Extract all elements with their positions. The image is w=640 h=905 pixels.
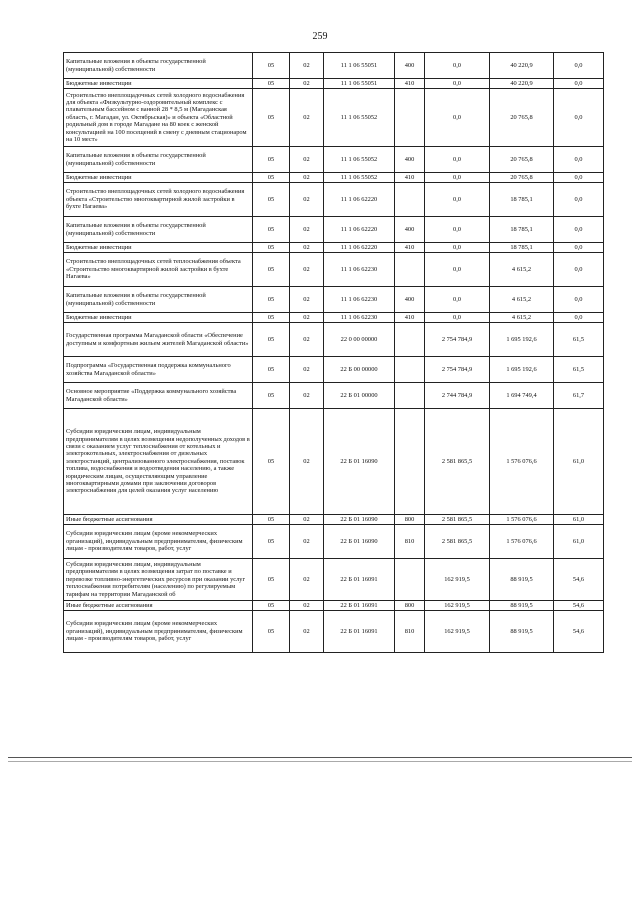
cell-name: Бюджетные инвестиции xyxy=(64,313,253,323)
cell-plan-amount: 0,0 xyxy=(425,217,490,243)
cell-expense-type: 800 xyxy=(395,515,425,525)
cell-subsection: 02 xyxy=(290,217,324,243)
cell-subsection: 02 xyxy=(290,559,324,601)
cell-subsection: 02 xyxy=(290,611,324,653)
cell-plan-amount: 2 754 784,9 xyxy=(425,357,490,383)
cell-name: Строительство внеплощадочных сетей холодного водоснабжения объекта «Строительство многоквартирной жилой застройки в бухте Нагаева» xyxy=(64,183,253,217)
cell-section: 05 xyxy=(253,313,290,323)
cell-target-article: 22 Б 01 16091 xyxy=(324,601,395,611)
cell-percent: 61,7 xyxy=(554,383,604,409)
cell-target-article: 11 1 06 55052 xyxy=(324,173,395,183)
table-row xyxy=(64,313,604,323)
cell-target-article: 22 Б 01 16091 xyxy=(324,559,395,601)
cell-plan-amount: 0,0 xyxy=(425,79,490,89)
cell-percent: 0,0 xyxy=(554,217,604,243)
cell-target-article: 22 0 00 00000 xyxy=(324,323,395,357)
cell-actual-amount: 1 695 192,6 xyxy=(490,357,554,383)
table-row xyxy=(64,217,604,243)
cell-subsection: 02 xyxy=(290,323,324,357)
cell-section: 05 xyxy=(253,525,290,559)
cell-plan-amount: 0,0 xyxy=(425,147,490,173)
cell-section: 05 xyxy=(253,147,290,173)
page-number: 259 xyxy=(312,31,328,42)
cell-percent: 54,6 xyxy=(554,601,604,611)
cell-subsection: 02 xyxy=(290,173,324,183)
cell-expense-type xyxy=(395,357,425,383)
cell-percent: 0,0 xyxy=(554,147,604,173)
budget-table xyxy=(63,52,604,653)
cell-expense-type: 400 xyxy=(395,217,425,243)
table-row xyxy=(64,559,604,601)
cell-expense-type: 810 xyxy=(395,611,425,653)
cell-actual-amount: 88 919,5 xyxy=(490,559,554,601)
cell-section: 05 xyxy=(253,287,290,313)
cell-percent: 0,0 xyxy=(554,243,604,253)
cell-percent: 0,0 xyxy=(554,53,604,79)
cell-plan-amount: 2 581 865,5 xyxy=(425,515,490,525)
cell-target-article: 11 1 06 55051 xyxy=(324,53,395,79)
cell-actual-amount: 18 785,1 xyxy=(490,217,554,243)
cell-subsection: 02 xyxy=(290,287,324,313)
cell-section: 05 xyxy=(253,173,290,183)
cell-target-article: 11 1 06 55052 xyxy=(324,89,395,147)
cell-name: Субсидии юридическим лицам (кроме некоммерческих организаций), индивидуальным предпринимателям, физическим лицам - производителям товаров, работ, услуг xyxy=(64,611,253,653)
table-row xyxy=(64,89,604,147)
cell-target-article: 11 1 06 55052 xyxy=(324,147,395,173)
cell-name: Государственная программа Магаданской области «Обеспечение доступным и комфортным жильем жителей Магаданской области» xyxy=(64,323,253,357)
cell-expense-type: 400 xyxy=(395,287,425,313)
cell-target-article: 11 1 06 62230 xyxy=(324,253,395,287)
cell-section: 05 xyxy=(253,253,290,287)
table-row xyxy=(64,147,604,173)
cell-subsection: 02 xyxy=(290,409,324,515)
cell-section: 05 xyxy=(253,89,290,147)
cell-expense-type xyxy=(395,253,425,287)
cell-percent: 54,6 xyxy=(554,559,604,601)
cell-name: Строительство внеплощадочных сетей холодного водоснабжения для объекта «Физкультурно-оздоровительный комплекс с плавательным бассейном с ванной 28 * 8,5 м (Магаданская область, г. Магадан, ул. Октябрьская)» и объекта «Областной родильный дом в городе Магадане на 80 коек с женской консультацией на 100 посещений в смену с дневным стационаром на 10 мест» xyxy=(64,89,253,147)
cell-plan-amount: 162 919,5 xyxy=(425,601,490,611)
cell-actual-amount: 1 695 192,6 xyxy=(490,323,554,357)
cell-target-article: 22 Б 00 00000 xyxy=(324,357,395,383)
cell-section: 05 xyxy=(253,409,290,515)
table-row xyxy=(64,323,604,357)
cell-expense-type: 410 xyxy=(395,79,425,89)
table-row xyxy=(64,409,604,515)
cell-name: Иные бюджетные ассигнования xyxy=(64,515,253,525)
cell-plan-amount: 0,0 xyxy=(425,243,490,253)
cell-plan-amount: 162 919,5 xyxy=(425,611,490,653)
cell-percent: 61,0 xyxy=(554,525,604,559)
cell-section: 05 xyxy=(253,559,290,601)
cell-name: Субсидии юридическим лицам, индивидуальным предпринимателям в целях возмещения недополученных доходов в связи с оказанием услуг теплоснабжения от котельных и электрокотельных, электроснабжения от дизельных электростанций, централизованного электроснабжения, поставок топлива, водоснабжения и водоотведения населению, а также юридическим лицам, осуществляющим управление многоквартирными домами при заключении договоров электроснабжения для целей оказания услуг населению xyxy=(64,409,253,515)
cell-subsection: 02 xyxy=(290,53,324,79)
cell-target-article: 22 Б 01 16090 xyxy=(324,525,395,559)
cell-section: 05 xyxy=(253,183,290,217)
cell-actual-amount: 40 220,9 xyxy=(490,79,554,89)
cell-percent: 61,5 xyxy=(554,323,604,357)
cell-name: Субсидии юридическим лицам, индивидуальным предпринимателям в целях возмещения затрат по поставке и перевозке топливно-энергетических ресурсов при оказании услуг теплоснабжения потребителям (населению) по регулируемым тарифам на территории Магаданской об xyxy=(64,559,253,601)
cell-percent: 0,0 xyxy=(554,79,604,89)
cell-actual-amount: 1 576 076,6 xyxy=(490,525,554,559)
cell-actual-amount: 18 785,1 xyxy=(490,243,554,253)
table-row xyxy=(64,601,604,611)
cell-plan-amount: 162 919,5 xyxy=(425,559,490,601)
cell-plan-amount: 0,0 xyxy=(425,183,490,217)
cell-actual-amount: 4 615,2 xyxy=(490,287,554,313)
cell-section: 05 xyxy=(253,79,290,89)
table-row xyxy=(64,243,604,253)
cell-expense-type: 410 xyxy=(395,243,425,253)
cell-name: Капитальные вложения в объекты государственной (муниципальной) собственности xyxy=(64,217,253,243)
cell-percent: 54,6 xyxy=(554,611,604,653)
table-row xyxy=(64,79,604,89)
cell-actual-amount: 1 694 749,4 xyxy=(490,383,554,409)
cell-expense-type xyxy=(395,183,425,217)
cell-plan-amount: 0,0 xyxy=(425,287,490,313)
cell-percent: 61,5 xyxy=(554,357,604,383)
cell-subsection: 02 xyxy=(290,253,324,287)
cell-percent: 0,0 xyxy=(554,313,604,323)
cell-expense-type: 410 xyxy=(395,313,425,323)
cell-expense-type: 800 xyxy=(395,601,425,611)
cell-name: Основное мероприятие «Поддержка коммунального хозяйства Магаданской области» xyxy=(64,383,253,409)
cell-section: 05 xyxy=(253,217,290,243)
cell-target-article: 22 Б 01 16090 xyxy=(324,515,395,525)
cell-percent: 0,0 xyxy=(554,253,604,287)
cell-target-article: 11 1 06 62220 xyxy=(324,183,395,217)
cell-name: Субсидии юридическим лицам (кроме некоммерческих организаций), индивидуальным предпринимателям, физическим лицам - производителям товаров, работ, услуг xyxy=(64,525,253,559)
cell-actual-amount: 4 615,2 xyxy=(490,313,554,323)
cell-actual-amount: 4 615,2 xyxy=(490,253,554,287)
table-row xyxy=(64,53,604,79)
cell-subsection: 02 xyxy=(290,79,324,89)
cell-percent: 61,0 xyxy=(554,409,604,515)
cell-name: Строительство внеплощадочных сетей теплоснабжения объекта «Строительство многоквартирной жилой застройки в бухте Нагаева» xyxy=(64,253,253,287)
cell-percent: 0,0 xyxy=(554,89,604,147)
cell-actual-amount: 1 576 076,6 xyxy=(490,409,554,515)
cell-section: 05 xyxy=(253,383,290,409)
cell-name: Бюджетные инвестиции xyxy=(64,243,253,253)
cell-actual-amount: 20 765,8 xyxy=(490,89,554,147)
cell-name: Бюджетные инвестиции xyxy=(64,79,253,89)
cell-target-article: 11 1 06 62220 xyxy=(324,217,395,243)
cell-actual-amount: 1 576 076,6 xyxy=(490,515,554,525)
cell-expense-type xyxy=(395,559,425,601)
cell-actual-amount: 18 785,1 xyxy=(490,183,554,217)
cell-subsection: 02 xyxy=(290,383,324,409)
cell-expense-type xyxy=(395,323,425,357)
cell-name: Подпрограмма «Государственная поддержка коммунального хозяйства Магаданской области» xyxy=(64,357,253,383)
table-row xyxy=(64,287,604,313)
cell-section: 05 xyxy=(253,323,290,357)
cell-subsection: 02 xyxy=(290,89,324,147)
cell-subsection: 02 xyxy=(290,601,324,611)
cell-plan-amount: 0,0 xyxy=(425,313,490,323)
cell-section: 05 xyxy=(253,611,290,653)
table-row xyxy=(64,525,604,559)
cell-subsection: 02 xyxy=(290,357,324,383)
cell-target-article: 11 1 06 62230 xyxy=(324,287,395,313)
cell-plan-amount: 0,0 xyxy=(425,173,490,183)
cell-plan-amount: 2 754 784,9 xyxy=(425,323,490,357)
cell-subsection: 02 xyxy=(290,147,324,173)
cell-subsection: 02 xyxy=(290,515,324,525)
cell-expense-type: 810 xyxy=(395,525,425,559)
page-footer-rule-secondary xyxy=(8,761,632,762)
cell-target-article: 22 Б 01 16090 xyxy=(324,409,395,515)
cell-plan-amount: 2 744 784,9 xyxy=(425,383,490,409)
cell-plan-amount: 0,0 xyxy=(425,53,490,79)
cell-subsection: 02 xyxy=(290,313,324,323)
cell-target-article: 11 1 06 62220 xyxy=(324,243,395,253)
cell-name: Капитальные вложения в объекты государственной (муниципальной) собственности xyxy=(64,287,253,313)
cell-expense-type xyxy=(395,383,425,409)
cell-section: 05 xyxy=(253,357,290,383)
cell-percent: 0,0 xyxy=(554,173,604,183)
cell-percent: 0,0 xyxy=(554,183,604,217)
cell-subsection: 02 xyxy=(290,525,324,559)
cell-name: Бюджетные инвестиции xyxy=(64,173,253,183)
table-row xyxy=(64,515,604,525)
cell-name: Иные бюджетные ассигнования xyxy=(64,601,253,611)
cell-section: 05 xyxy=(253,601,290,611)
cell-expense-type xyxy=(395,409,425,515)
cell-name: Капитальные вложения в объекты государственной (муниципальной) собственности xyxy=(64,53,253,79)
cell-percent: 61,0 xyxy=(554,515,604,525)
cell-plan-amount: 0,0 xyxy=(425,253,490,287)
cell-target-article: 11 1 06 62230 xyxy=(324,313,395,323)
table-row xyxy=(64,357,604,383)
cell-target-article: 11 1 06 55051 xyxy=(324,79,395,89)
table-row xyxy=(64,183,604,217)
cell-percent: 0,0 xyxy=(554,287,604,313)
cell-subsection: 02 xyxy=(290,183,324,217)
cell-expense-type: 400 xyxy=(395,147,425,173)
cell-subsection: 02 xyxy=(290,243,324,253)
cell-actual-amount: 40 220,9 xyxy=(490,53,554,79)
cell-section: 05 xyxy=(253,53,290,79)
cell-plan-amount: 0,0 xyxy=(425,89,490,147)
cell-expense-type xyxy=(395,89,425,147)
cell-actual-amount: 20 765,8 xyxy=(490,147,554,173)
table-row xyxy=(64,173,604,183)
page-footer-rule xyxy=(8,757,632,758)
cell-plan-amount: 2 581 865,5 xyxy=(425,409,490,515)
cell-section: 05 xyxy=(253,243,290,253)
cell-expense-type: 400 xyxy=(395,53,425,79)
cell-target-article: 22 Б 01 16091 xyxy=(324,611,395,653)
cell-actual-amount: 88 919,5 xyxy=(490,601,554,611)
cell-plan-amount: 2 581 865,5 xyxy=(425,525,490,559)
table-row xyxy=(64,253,604,287)
cell-actual-amount: 20 765,8 xyxy=(490,173,554,183)
cell-section: 05 xyxy=(253,515,290,525)
table-body xyxy=(64,53,604,653)
table-row xyxy=(64,383,604,409)
table-row xyxy=(64,611,604,653)
cell-actual-amount: 88 919,5 xyxy=(490,611,554,653)
cell-target-article: 22 Б 01 00000 xyxy=(324,383,395,409)
cell-expense-type: 410 xyxy=(395,173,425,183)
cell-name: Капитальные вложения в объекты государственной (муниципальной) собственности xyxy=(64,147,253,173)
